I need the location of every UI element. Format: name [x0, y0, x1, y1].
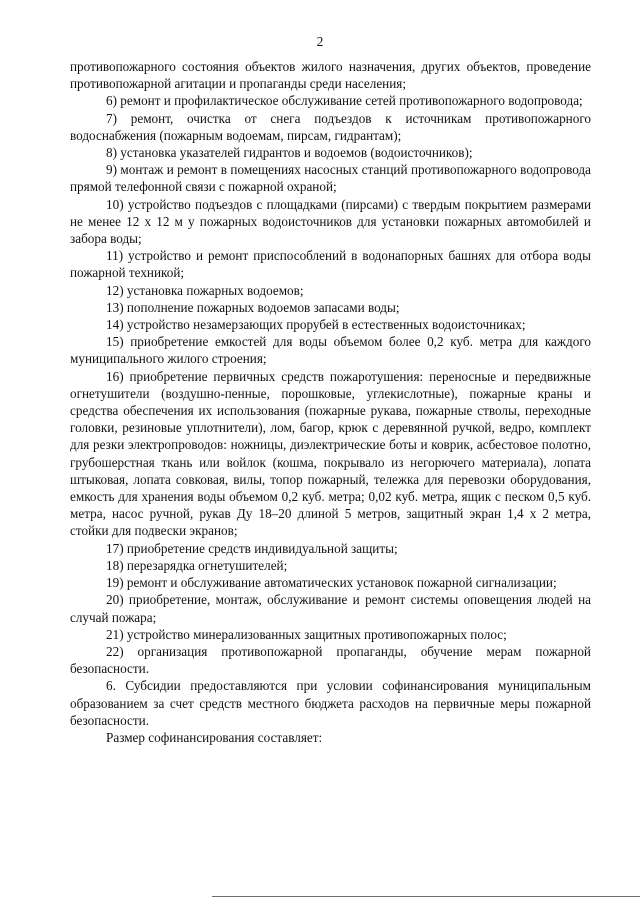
list-item-16: 16) приобретение первичных средств пожаротушения: переносные и передвижные огнетушители (воздушно-пенные, порошковые, углекислотные), пожарные краны и средства обеспечения их использования (пожарные рукава, пожарные стволы, переходные головки, резиновые уплотнители), лом, багор, крюк с деревянной ручкой, ведро, комплект для резки электропроводов: ножницы, диэлектрические боты и коврик, асбестовое полотно, грубошерстная ткань или войлок (кошма, покрывало из негорючего материала), лопата штыковая, лопата совковая, вилы, топор пожарный, тележка для перевозки оборудования, емкость для хранения воды объемом 0,2 куб. метра; 0,02 куб. метра, ящик с песком 0,5 куб. метра, насос ручной, рукав Ду 18–20 длиной 5 метров, защитный экран 1,4 х 2 метра, стойки для подвески экранов;: [70, 368, 591, 539]
list-item-20: 20) приобретение, монтаж, обслуживание и ремонт системы оповещения людей на случай пожара;: [70, 592, 591, 625]
scan-bottom-edge-line: [212, 896, 640, 897]
section-6-paragraph: 6. Субсидии предоставляются при условии софинансирования муниципальным образованием за счет средств местного бюджета расходов на первичные меры пожарной безопасности.: [70, 678, 591, 728]
list-item-12: 12) установка пожарных водоемов;: [106, 282, 304, 298]
cofinancing-paragraph: Размер софинансирования составляет:: [106, 729, 323, 745]
list-item-9: 9) монтаж и ремонт в помещениях насосных станций противопожарного водопровода прямой телефонной связи с пожарной охраной;: [70, 162, 591, 195]
list-item-7: 7) ремонт, очистка от снега подъездов к источникам противопожарного водоснабжения (пожарным водоемам, пирсам, гидрантам);: [70, 110, 591, 143]
page-number: 2: [316, 34, 324, 49]
list-item-19: 19) ремонт и обслуживание автоматических установок пожарной сигнализации;: [106, 575, 557, 591]
list-item-15: 15) приобретение емкостей для воды объемом более 0,2 куб. метра для каждого муниципального жилого строения;: [70, 334, 591, 367]
list-item-6: 6) ремонт и профилактическое обслуживание сетей противопожарного водопровода;: [106, 93, 583, 109]
list-item-22: 22) организация противопожарной пропаганды, обучение мерам пожарной безопасности.: [70, 643, 591, 677]
list-item-21: 21) устройство минерализованных защитных противопожарных полос;: [106, 626, 507, 642]
list-item-14: 14) устройство незамерзающих прорубей в естественных водоисточниках;: [106, 317, 526, 333]
list-item-10: 10) устройство подъездов с площадками (пирсами) с твердым покрытием размерами не менее 12 х 12 м у пожарных водоисточников для установки пожарных автомобилей и забора воды;: [70, 196, 591, 247]
list-item-18: 18) перезарядка огнетушителей;: [106, 557, 288, 573]
list-item-8: 8) установка указателей гидрантов и водоемов (водоисточников);: [106, 145, 473, 161]
document-body: [70, 58, 591, 746]
list-item-17: 17) приобретение средств индивидуальной защиты;: [106, 540, 398, 556]
list-item-13: 13) пополнение пожарных водоемов запасами воды;: [106, 299, 400, 315]
paragraph-continuation: противопожарного состояния объектов жилого назначения, других объектов, проведение противопожарной агитации и пропаганды среди населения;: [70, 59, 591, 92]
list-item-11: 11) устройство и ремонт приспособлений в водонапорных башнях для отбора воды пожарной техникой;: [70, 248, 591, 281]
